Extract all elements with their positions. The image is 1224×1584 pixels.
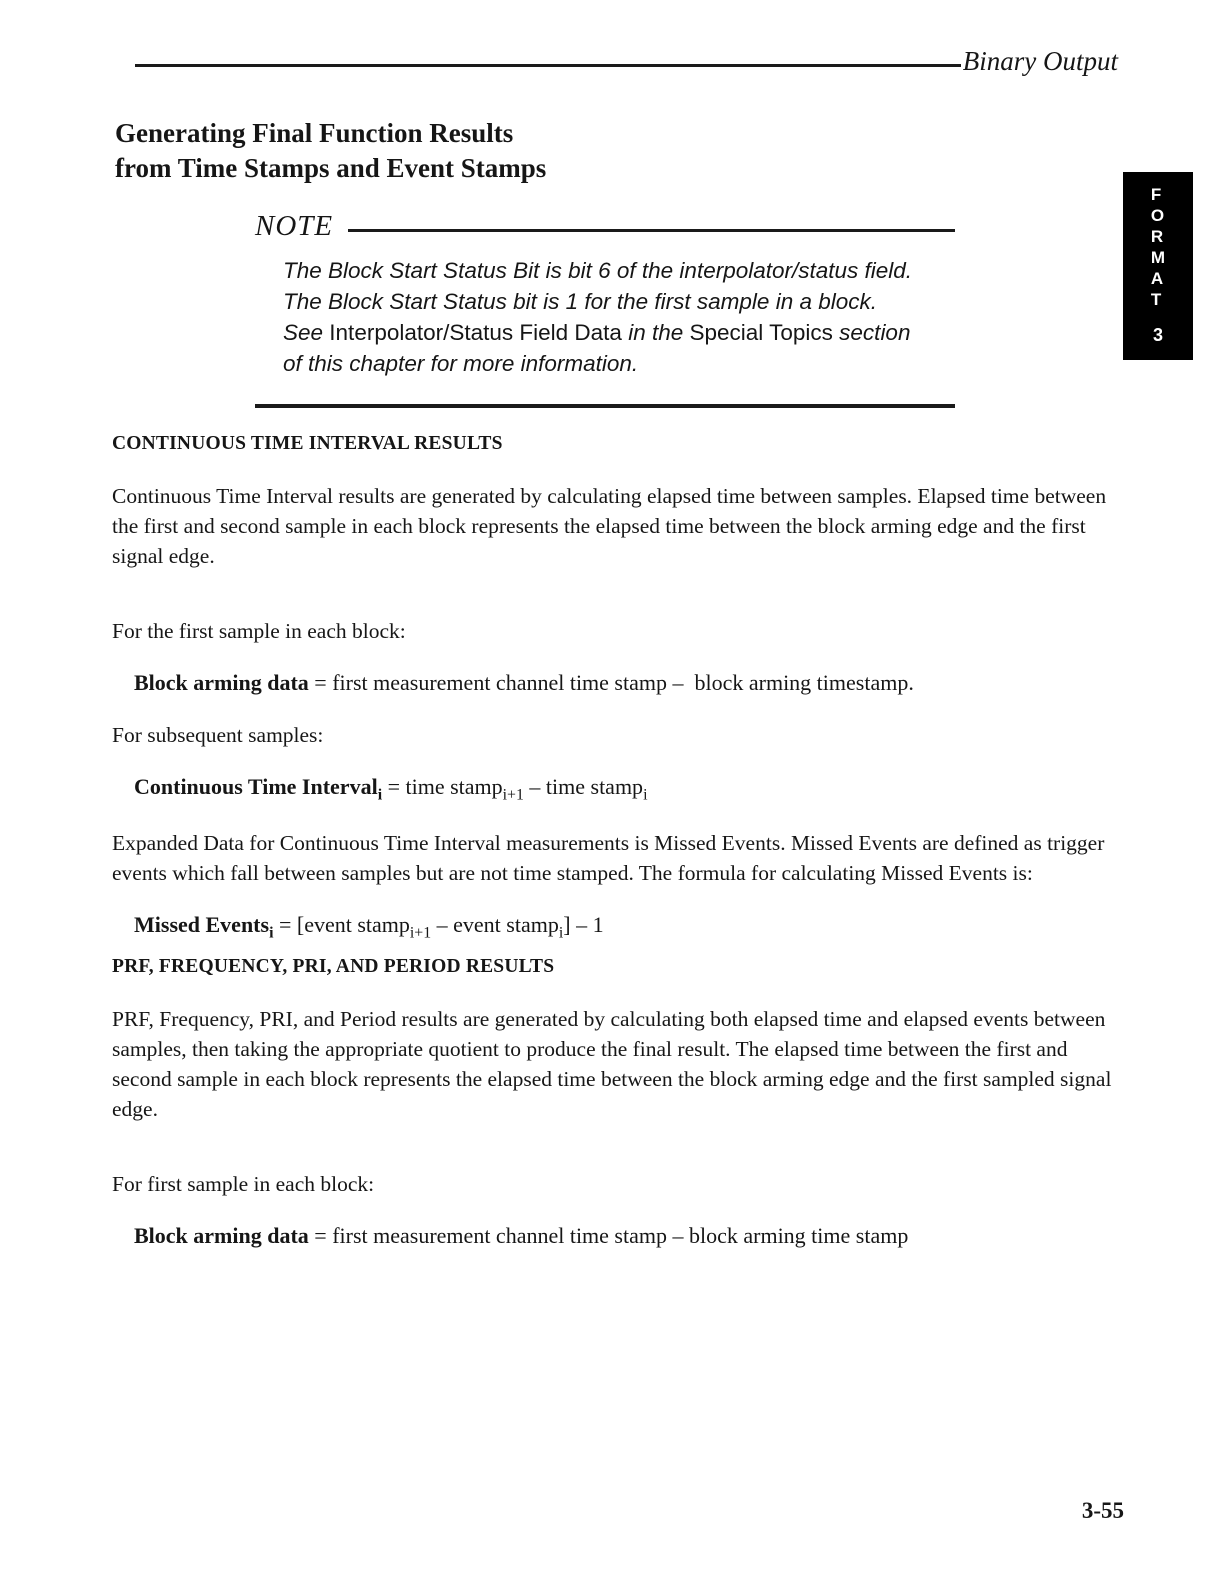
note-text	[283, 255, 955, 379]
note-roman-segment: Special Topics	[689, 320, 833, 345]
paragraph: For first sample in each block:	[112, 1172, 375, 1196]
formula-text: = first measurement channel time stamp – block arming time stamp	[308, 1223, 909, 1248]
formula-subscript: i	[643, 786, 648, 804]
format-tab-letter: M	[1150, 248, 1166, 267]
note-line	[283, 255, 955, 286]
formula-term: Block arming data	[134, 670, 309, 695]
paragraph: Expanded Data for Continuous Time Interval measurements is Missed Events. Missed Events are defined as trigger events which fall between samples but are not time stamped. The formula for calculating Missed Events is:	[112, 831, 1105, 885]
page-title-line1: Generating Final Function Results	[115, 118, 514, 148]
page-number: 3-55	[1081, 1498, 1124, 1523]
format-tab-letter: A	[1150, 269, 1164, 288]
format-tab-letter: T	[1150, 290, 1162, 309]
note-italic-segment: in the	[621, 320, 690, 345]
format-tab-letter: F	[1150, 185, 1162, 204]
note-roman-segment: Interpolator/Status Field Data	[329, 320, 622, 345]
formula-text: – event stamp	[431, 912, 559, 937]
body-content	[112, 433, 1122, 1251]
paragraph: PRF, Frequency, PRI, and Period results are generated by calculating both elapsed time and elapsed events between samples, then taking the appropriate quotient to produce the final result. The elapsed time between the first and second sample in each block represents the elapsed time between the block arming edge and the first sampled signal edge.	[112, 1007, 1112, 1121]
formula-subscript: i+1	[409, 924, 432, 942]
note-top-rule	[348, 229, 955, 232]
note-italic-segment: The Block Start Status Bit is bit 6 of the interpolator/status field.	[283, 258, 913, 283]
note-header	[255, 210, 955, 243]
note-line	[283, 286, 955, 317]
page-title-line2: from Time Stamps and Event Stamps	[115, 153, 547, 183]
paragraph: Continuous Time Interval results are generated by calculating elapsed time between samples. Elapsed time between the first and second sample in each block represents the elapsed time between the block arming edge and the first signal edge.	[112, 484, 1107, 568]
note-label: NOTE	[255, 210, 334, 242]
formula-term: Block arming data	[134, 1223, 309, 1248]
formula-text: = first measurement channel time stamp – block arming timestamp.	[308, 670, 914, 695]
note-block	[255, 210, 955, 408]
formula-subscript: i	[558, 924, 564, 942]
formula-text: ] – 1	[563, 912, 604, 937]
running-header-title: Binary Output	[962, 46, 1118, 76]
formula-line	[134, 1221, 1122, 1251]
format-tab-letters	[1151, 184, 1165, 310]
section-heading: CONTINUOUS TIME INTERVAL RESULTS	[112, 433, 503, 454]
page-title	[115, 116, 546, 186]
paragraph: For the first sample in each block:	[112, 619, 406, 643]
note-bottom-rule	[255, 404, 955, 408]
formula-subscript: i+1	[502, 786, 524, 804]
formula-term: Missed Events	[134, 912, 270, 937]
format-tab	[1123, 172, 1193, 360]
formula-text: = [event stamp	[273, 912, 410, 937]
note-line	[283, 348, 955, 379]
section-heading: PRF, FREQUENCY, PRI, AND PERIOD RESULTS	[112, 956, 555, 977]
formula-text: – time stamp	[523, 774, 644, 799]
formula-subscript: i	[377, 786, 383, 804]
header-rule	[135, 64, 961, 67]
formula-text: = time stamp	[382, 774, 503, 799]
formula-line	[134, 910, 1122, 940]
note-line	[283, 317, 955, 348]
note-italic-segment: The Block Start Status bit is 1 for the first sample in a block.	[283, 289, 877, 314]
format-tab-number: 3	[1152, 325, 1163, 345]
note-italic-segment: section	[832, 320, 911, 345]
formula-line	[134, 668, 1122, 698]
format-tab-letter: R	[1150, 227, 1164, 246]
formula-subscript: i	[269, 924, 274, 942]
note-italic-segment: of this chapter for more information.	[283, 351, 639, 376]
formula-term: Continuous Time Interval	[134, 774, 378, 799]
format-tab-letter: O	[1150, 206, 1165, 225]
paragraph: For subsequent samples:	[112, 723, 324, 747]
running-header	[135, 46, 1118, 77]
formula-line	[134, 772, 1122, 802]
note-italic-segment: See	[283, 320, 330, 345]
